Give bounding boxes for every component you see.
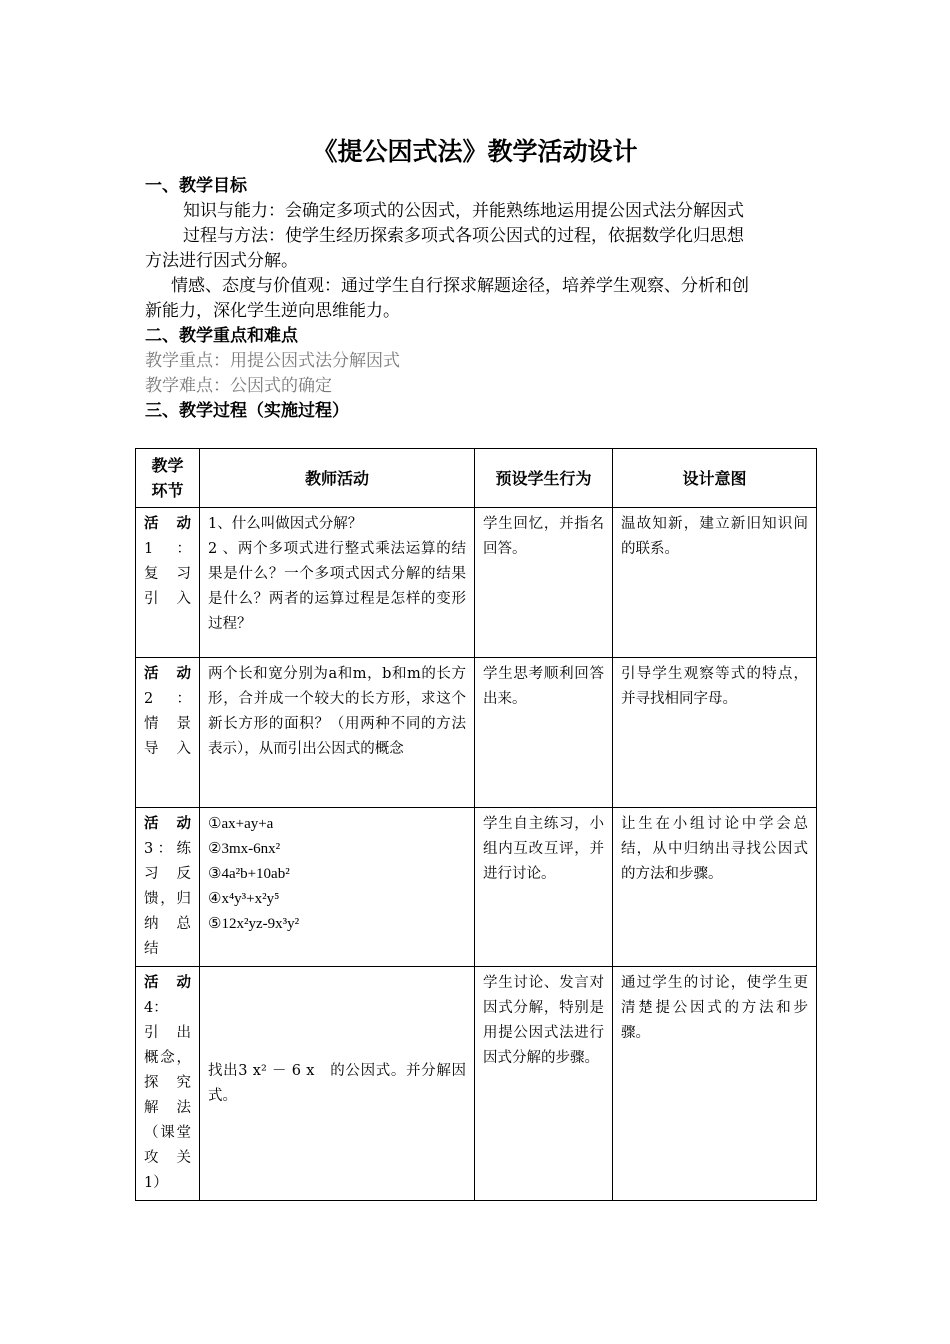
intent-text: 温故知新，建立新旧知识间的联系。 xyxy=(621,516,808,557)
header-teacher: 教师活动 xyxy=(200,449,475,508)
header-stage-line2: 环节 xyxy=(151,481,184,500)
section-heading-objectives: 一、教学目标 xyxy=(145,176,247,196)
stage-text: 引入 xyxy=(144,591,191,607)
stage-cell xyxy=(136,658,200,808)
intent-text: 通过学生的讨论，使学生更清楚提公因式的方法和步骤。 xyxy=(621,975,808,1041)
stage-cell xyxy=(136,508,200,658)
table-row xyxy=(136,508,817,658)
objective-attitude-line2: 新能力，深化学生逆向思维能力。 xyxy=(145,301,400,321)
intent-cell xyxy=(613,808,817,967)
objective-knowledge: 知识与能力：会确定多项式的公因式，并能熟练地运用提公因式法分解因式 xyxy=(183,201,744,221)
table-row xyxy=(136,808,817,967)
exercise-expression: ④x⁴y³+x²y⁵ xyxy=(208,891,280,907)
stage-text: 1） xyxy=(144,1175,168,1191)
teacher-cell xyxy=(200,508,475,658)
exercise-expression: ③4a²b+10ab² xyxy=(208,866,290,882)
stage-text: 馈，归 xyxy=(144,891,191,907)
stage-text: （课堂 xyxy=(144,1125,191,1141)
stage-text: 情 景 xyxy=(144,716,191,732)
student-text: 学生讨论、发言对因式分解，特别是用提公因式法进行因式分解的步骤。 xyxy=(483,975,604,1066)
teacher-text: 两个长和宽分别为a和m，b和m的长方形，合并成一个较大的长方形，求这个新长方形的面积？（用两种不同的方法表示），从而引出公因式的概念 xyxy=(208,666,466,757)
stage-label: 活 动 xyxy=(144,516,191,532)
stage-number: 1： xyxy=(144,541,191,557)
stage-label: 活 动 xyxy=(144,666,191,682)
intent-text: 引导学生观察等式的特点，并寻找相同字母。 xyxy=(621,666,808,707)
stage-cell xyxy=(136,967,200,1201)
header-student: 预设学生行为 xyxy=(475,449,613,508)
teaching-difficulty: 教学难点：公因式的确定 xyxy=(145,376,332,396)
exercise-expression: ①ax+ay+a xyxy=(208,816,274,832)
stage-number: 3：练 xyxy=(144,841,191,857)
intent-text: 让生在小组讨论中学会总结，从中归纳出寻找公因式的方法和步骤。 xyxy=(621,816,808,882)
stage-text: 导入 xyxy=(144,741,191,757)
stage-label: 活 动 xyxy=(144,816,191,832)
teacher-cell xyxy=(200,808,475,967)
objective-process-line1: 过程与方法：使学生经历探索多项式各项公因式的过程，依据数学化归思想 xyxy=(183,226,744,246)
stage-text: 结 xyxy=(144,941,159,957)
stage-text: 攻 关 xyxy=(144,1150,191,1166)
stage-text: 习 反 xyxy=(144,866,191,882)
stage-text: 概念， xyxy=(144,1050,191,1066)
section-heading-process: 三、教学过程（实施过程） xyxy=(145,401,349,421)
stage-text: 解 法 xyxy=(144,1100,191,1116)
intent-cell xyxy=(613,508,817,658)
teacher-text: 1、什么叫做因式分解？ xyxy=(208,516,363,532)
student-text: 学生回忆，并指名回答。 xyxy=(483,516,604,557)
exercise-expression: ⑤12x²yz-9x³y² xyxy=(208,916,300,932)
stage-label: 活 动 xyxy=(144,975,191,991)
student-cell xyxy=(475,508,613,658)
objective-attitude-line1: 情感、态度与价值观：通过学生自行探求解题途径，培养学生观察、分析和创 xyxy=(171,276,749,296)
teaching-focus: 教学重点：用提公因式法分解因式 xyxy=(145,351,400,371)
student-cell xyxy=(475,658,613,808)
student-text: 学生自主练习，小组内互改互评，并进行讨论。 xyxy=(483,816,604,882)
section-heading-key-points: 二、教学重点和难点 xyxy=(145,326,298,346)
stage-text: 引 出 xyxy=(144,1025,191,1041)
stage-cell xyxy=(136,808,200,967)
teacher-text: 找出3 x² － 6 x 的公因式。并分解因式。 xyxy=(208,1062,466,1104)
student-cell xyxy=(475,967,613,1201)
lesson-plan-table xyxy=(135,448,817,1201)
stage-number: 4： xyxy=(144,1000,168,1016)
intent-cell xyxy=(613,967,817,1201)
exercise-expression: ②3mx-6nx² xyxy=(208,841,281,857)
stage-number: 2： xyxy=(144,691,191,707)
intent-cell xyxy=(613,658,817,808)
stage-text: 复 习 xyxy=(144,566,191,582)
teacher-text: 2 、两个多项式进行整式乘法运算的结果是什么？一个多项式因式分解的结果是什么？两者的运算过程是怎样的变形过程？ xyxy=(208,541,466,632)
student-cell xyxy=(475,808,613,967)
document-title: 《提公因式法》教学活动设计 xyxy=(312,137,638,166)
stage-text: 纳 总 xyxy=(144,916,191,932)
table-header-row xyxy=(136,449,817,508)
header-stage xyxy=(136,449,200,508)
teacher-cell xyxy=(200,967,475,1201)
header-intent: 设计意图 xyxy=(613,449,817,508)
table-row xyxy=(136,967,817,1201)
header-stage-line1: 教学 xyxy=(151,456,184,475)
table-row xyxy=(136,658,817,808)
stage-text: 探 究 xyxy=(144,1075,191,1091)
teacher-cell xyxy=(200,658,475,808)
objective-process-line2: 方法进行因式分解。 xyxy=(145,251,298,271)
student-text: 学生思考顺利回答出来。 xyxy=(483,666,604,707)
